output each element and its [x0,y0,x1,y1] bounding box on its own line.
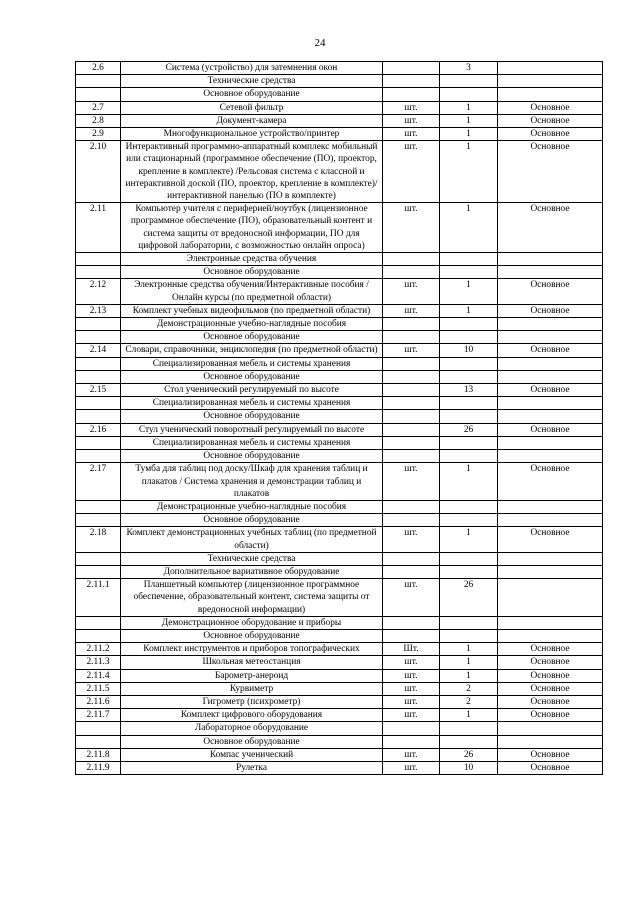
table-row [76,114,603,127]
item-category: Основное [498,203,603,253]
item-quantity: 26 [440,423,498,436]
quantity-cell [440,735,498,748]
quantity-cell [440,253,498,266]
item-unit: шт. [383,101,440,114]
table-row [76,141,603,203]
section-title: Основное оборудование [121,266,383,279]
category-cell [498,616,603,629]
table-row [76,656,603,669]
item-quantity: 1 [440,101,498,114]
item-name: Гигрометр (психрометр) [121,695,383,708]
item-number: 2.11.9 [76,761,121,774]
item-category: Основное [498,656,603,669]
equipment-table-body [76,62,603,775]
item-number: 2.14 [76,344,121,357]
quantity-cell [440,75,498,88]
table-row [76,682,603,695]
item-name: Тумба для таблиц под доску/Шкаф для хранения таблиц и плакатов / Система хранения и демонстрации таблиц и плакатов [121,463,383,501]
section-row [76,500,603,513]
section-title: Дополнительное вариативное оборудование [121,565,383,578]
section-title: Специализированная мебель и системы хранения [121,436,383,449]
item-name: Стул ученический поворотный регулируемый по высоте [121,423,383,436]
item-quantity: 2 [440,695,498,708]
category-cell [498,500,603,513]
item-name: Комплект демонстрационных учебных таблиц (по предметной области) [121,527,383,552]
item-number: 2.13 [76,304,121,317]
item-unit: шт. [383,114,440,127]
category-cell [498,552,603,565]
quantity-cell [440,500,498,513]
item-name: Комплект учебных видеофильмов (по предметной области) [121,304,383,317]
item-unit: шт. [383,669,440,682]
item-name: Сетевой фильтр [121,101,383,114]
item-unit: шт. [383,463,440,501]
number-cell [76,552,121,565]
section-title: Специализированная мебель и системы хранения [121,397,383,410]
unit-cell [383,735,440,748]
item-quantity: 26 [440,579,498,617]
item-quantity: 26 [440,748,498,761]
category-cell [498,436,603,449]
table-row [76,709,603,722]
item-quantity: 1 [440,643,498,656]
item-category [498,62,603,75]
item-category: Основное [498,279,603,304]
item-category: Основное [498,114,603,127]
unit-cell [383,266,440,279]
item-number: 2.11.1 [76,579,121,617]
item-unit: шт. [383,279,440,304]
item-quantity: 1 [440,527,498,552]
quantity-cell [440,370,498,383]
item-quantity: 1 [440,279,498,304]
table-row [76,279,603,304]
table-row [76,304,603,317]
item-number: 2.6 [76,62,121,75]
item-unit: шт. [383,304,440,317]
item-name: Интерактивный программно-аппаратный комплекс мобильный или стационарный (программное обеспечение (ПО), проектор, крепление в комплекте) /Рельсовая система с классной и интерактивной доской (ПО, проектор, крепление в комплекте)/ интерактивной панелью (ПО в комплекте) [121,141,383,203]
item-category: Основное [498,141,603,203]
number-cell [76,450,121,463]
unit-cell [383,616,440,629]
item-quantity: 1 [440,709,498,722]
category-cell [498,266,603,279]
quantity-cell [440,616,498,629]
unit-cell [383,565,440,578]
item-category: Основное [498,344,603,357]
category-cell [498,253,603,266]
item-name: Комплект цифрового оборудования [121,709,383,722]
number-cell [76,629,121,642]
category-cell [498,629,603,642]
item-number: 2.16 [76,423,121,436]
category-cell [498,735,603,748]
section-title: Основное оборудование [121,514,383,527]
quantity-cell [440,397,498,410]
item-unit: шт. [383,579,440,617]
item-name: Система (устройство) для затемнения окон [121,62,383,75]
item-number: 2.18 [76,527,121,552]
item-number: 2.15 [76,384,121,397]
section-row [76,75,603,88]
item-category: Основное [498,128,603,141]
page-number: 24 [314,37,326,49]
item-unit: шт. [383,709,440,722]
section-title: Лабораторное оборудование [121,722,383,735]
item-number: 2.8 [76,114,121,127]
number-cell [76,514,121,527]
table-row [76,62,603,75]
table-row [76,643,603,656]
quantity-cell [440,331,498,344]
section-title: Технические средства [121,75,383,88]
section-row [76,629,603,642]
category-cell [498,88,603,101]
section-row [76,450,603,463]
number-cell [76,616,121,629]
table-row [76,128,603,141]
item-category [498,579,603,617]
item-unit: шт. [383,128,440,141]
unit-cell [383,722,440,735]
section-title: Основное оборудование [121,629,383,642]
item-quantity: 10 [440,761,498,774]
number-cell [76,318,121,331]
category-cell [498,410,603,423]
item-unit: Шт. [383,643,440,656]
number-cell [76,357,121,370]
number-cell [76,410,121,423]
quantity-cell [440,266,498,279]
item-quantity: 3 [440,62,498,75]
number-cell [76,266,121,279]
table-row [76,527,603,552]
unit-cell [383,357,440,370]
number-cell [76,397,121,410]
item-number: 2.17 [76,463,121,501]
table-row [76,384,603,397]
item-name: Многофункциональное устройство/принтер [121,128,383,141]
table-row [76,669,603,682]
number-cell [76,500,121,513]
table-row [76,344,603,357]
item-number: 2.11.8 [76,748,121,761]
item-unit: шт. [383,761,440,774]
section-row [76,331,603,344]
item-number: 2.11.3 [76,656,121,669]
section-title: Основное оборудование [121,410,383,423]
unit-cell [383,253,440,266]
unit-cell [383,75,440,88]
item-category: Основное [498,304,603,317]
section-title: Основное оборудование [121,450,383,463]
item-quantity: 1 [440,114,498,127]
quantity-cell [440,722,498,735]
item-number: 2.11.4 [76,669,121,682]
item-number: 2.12 [76,279,121,304]
number-cell [76,331,121,344]
section-title: Специализированная мебель и системы хранения [121,357,383,370]
section-row [76,410,603,423]
item-name: Словари, справочники, энциклопедия (по предметной области) [121,344,383,357]
item-unit: шт. [383,695,440,708]
item-quantity: 10 [440,344,498,357]
section-row [76,735,603,748]
item-category: Основное [498,669,603,682]
item-category: Основное [498,643,603,656]
number-cell [76,722,121,735]
number-cell [76,565,121,578]
unit-cell [383,450,440,463]
item-number: 2.11.2 [76,643,121,656]
item-quantity: 1 [440,304,498,317]
item-category: Основное [498,384,603,397]
item-unit [383,423,440,436]
section-title: Основное оборудование [121,331,383,344]
table-row [76,761,603,774]
item-unit: шт. [383,682,440,695]
section-title: Основное оборудование [121,88,383,101]
section-row [76,397,603,410]
item-unit [383,384,440,397]
item-quantity: 1 [440,656,498,669]
section-row [76,616,603,629]
quantity-cell [440,450,498,463]
unit-cell [383,331,440,344]
quantity-cell [440,318,498,331]
category-cell [498,370,603,383]
item-category: Основное [498,709,603,722]
item-name: Курвиметр [121,682,383,695]
table-row [76,695,603,708]
table-row [76,579,603,617]
number-cell [76,370,121,383]
quantity-cell [440,552,498,565]
item-number: 2.11.6 [76,695,121,708]
item-category: Основное [498,527,603,552]
category-cell [498,75,603,88]
unit-cell [383,318,440,331]
section-row [76,370,603,383]
item-name: Компьютер учителя с периферией/ноутбук (лицензионное программное обеспечение (ПО), образовательный контент и система защиты от вредоносной информации, ПО для цифровой лаборатории, с возможностью онлайн опроса) [121,203,383,253]
item-unit: шт. [383,748,440,761]
section-row [76,253,603,266]
section-title: Основное оборудование [121,370,383,383]
item-name: Планшетный компьютер (лицензионное программное обеспечение, образовательный контент, система защиты от вредоносной информации) [121,579,383,617]
category-cell [498,722,603,735]
category-cell [498,450,603,463]
table-row [76,748,603,761]
unit-cell [383,500,440,513]
item-unit: шт. [383,203,440,253]
category-cell [498,318,603,331]
item-category: Основное [498,695,603,708]
item-quantity: 1 [440,463,498,501]
table-row [76,463,603,501]
item-quantity: 2 [440,682,498,695]
table-row [76,101,603,114]
category-cell [498,397,603,410]
section-row [76,722,603,735]
item-number: 2.9 [76,128,121,141]
item-number: 2.11.7 [76,709,121,722]
item-number: 2.10 [76,141,121,203]
item-name: Стол ученический регулируемый по высоте [121,384,383,397]
unit-cell [383,436,440,449]
item-name: Компас ученический [121,748,383,761]
item-quantity: 1 [440,669,498,682]
quantity-cell [440,410,498,423]
unit-cell [383,629,440,642]
section-row [76,514,603,527]
item-name: Барометр-анероид [121,669,383,682]
quantity-cell [440,436,498,449]
equipment-table [75,61,603,775]
item-category: Основное [498,761,603,774]
section-row [76,565,603,578]
section-row [76,357,603,370]
number-cell [76,436,121,449]
item-name: Рулетка [121,761,383,774]
section-title: Технические средства [121,552,383,565]
category-cell [498,357,603,370]
number-cell [76,88,121,101]
item-category: Основное [498,423,603,436]
quantity-cell [440,629,498,642]
item-number: 2.11.5 [76,682,121,695]
category-cell [498,565,603,578]
item-quantity: 13 [440,384,498,397]
unit-cell [383,552,440,565]
item-quantity: 1 [440,141,498,203]
item-name: Комплект инструментов и приборов топографических [121,643,383,656]
table-row [76,203,603,253]
item-category: Основное [498,463,603,501]
item-category: Основное [498,748,603,761]
item-category: Основное [498,101,603,114]
item-quantity: 1 [440,203,498,253]
item-unit: шт. [383,527,440,552]
section-title: Основное оборудование [121,735,383,748]
item-number: 2.11 [76,203,121,253]
item-unit: шт. [383,141,440,203]
section-title: Демонстрационное оборудование и приборы [121,616,383,629]
number-cell [76,735,121,748]
section-row [76,266,603,279]
item-quantity: 1 [440,128,498,141]
section-title: Демонстрационные учебно-наглядные пособия [121,318,383,331]
section-row [76,436,603,449]
category-cell [498,331,603,344]
quantity-cell [440,357,498,370]
item-unit [383,62,440,75]
table-row [76,423,603,436]
category-cell [498,514,603,527]
section-row [76,552,603,565]
item-name: Школьная метеостанция [121,656,383,669]
item-number: 2.7 [76,101,121,114]
section-title: Электронные средства обучения [121,253,383,266]
quantity-cell [440,565,498,578]
item-name: Документ-камера [121,114,383,127]
section-title: Демонстрационные учебно-наглядные пособия [121,500,383,513]
number-cell [76,253,121,266]
unit-cell [383,370,440,383]
unit-cell [383,410,440,423]
item-unit: шт. [383,656,440,669]
unit-cell [383,514,440,527]
item-unit: шт. [383,344,440,357]
unit-cell [383,88,440,101]
quantity-cell [440,514,498,527]
item-name: Электронные средства обучения/Интерактивные пособия / Онлайн курсы (по предметной области) [121,279,383,304]
item-category: Основное [498,682,603,695]
section-row [76,318,603,331]
number-cell [76,75,121,88]
unit-cell [383,397,440,410]
quantity-cell [440,88,498,101]
section-row [76,88,603,101]
